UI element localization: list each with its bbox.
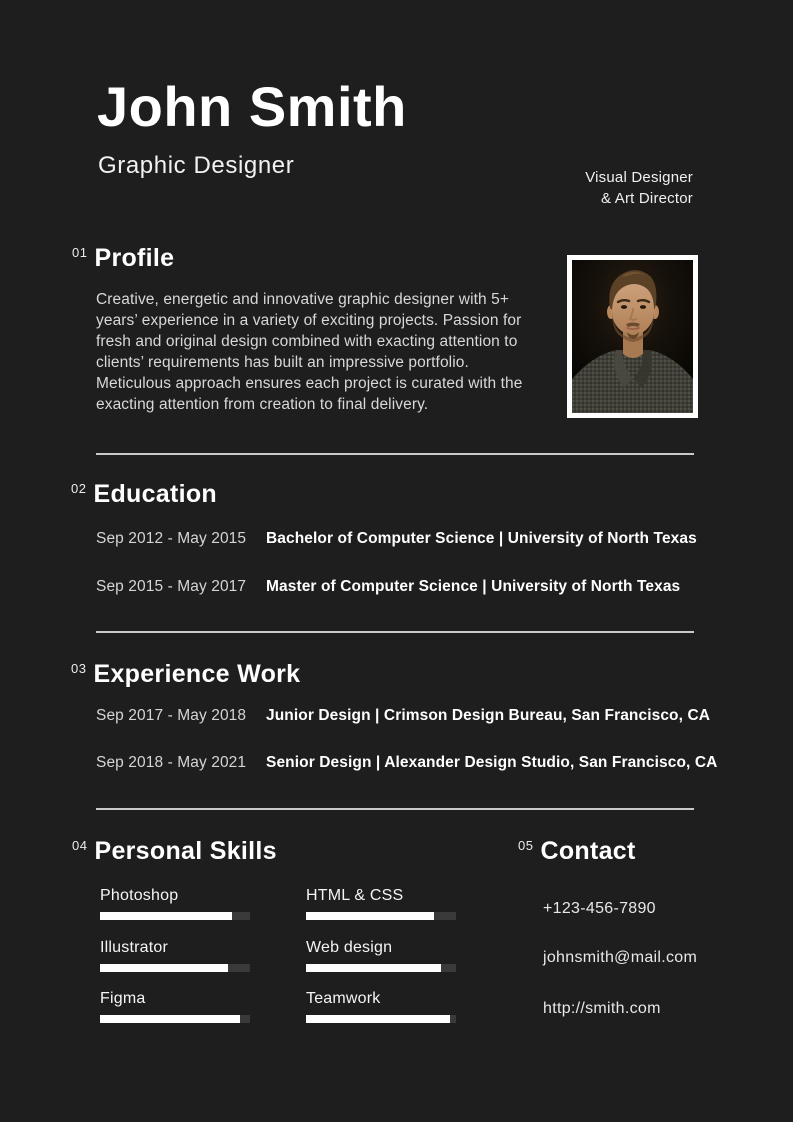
skill-web-design [306, 939, 456, 972]
divider [96, 808, 694, 810]
skill-bar-fill [306, 1015, 450, 1023]
section-title: Contact [540, 837, 636, 865]
skill-illustrator [100, 939, 250, 972]
education-dates: Sep 2015 - May 2017 [96, 578, 247, 595]
experience-description: Senior Design | Alexander Design Studio, San Francisco, CA [266, 754, 718, 771]
skill-bar-track [100, 964, 250, 972]
skill-bar-fill [100, 1015, 240, 1023]
tagline-line-2: & Art Director [601, 190, 693, 207]
skill-bar-track [306, 964, 456, 972]
experience-dates: Sep 2018 - May 2021 [96, 754, 247, 771]
divider [96, 631, 694, 633]
skill-bar-fill [306, 912, 434, 920]
education-description: Master of Computer Science | University of North Texas [266, 578, 681, 595]
skill-bar-fill [100, 912, 232, 920]
section-title: Profile [94, 244, 175, 272]
section-title: Experience Work [93, 660, 301, 688]
person-name: John Smith [97, 75, 407, 138]
divider [96, 453, 694, 455]
profile-summary: Creative, energetic and innovative graphic designer with 5+ years’ experience in a variety of exciting projects. Passion for fresh and original design combined with exacting attention to clients’ requirements has built an impressive portfolio. Meticulous approach ensures each project is curated with the exacting attention from creation to final delivery. [96, 291, 523, 413]
experience-description: Junior Design | Crimson Design Bureau, San Francisco, CA [266, 707, 711, 724]
section-number: 05 [518, 838, 534, 853]
skill-teamwork [306, 990, 456, 1023]
section-heading-skills [72, 839, 277, 864]
education-row [96, 530, 706, 548]
section-title: Education [93, 480, 218, 508]
experience-row [96, 707, 711, 725]
experience-dates: Sep 2017 - May 2018 [96, 707, 247, 724]
skill-figma [100, 990, 250, 1023]
skill-html-css [306, 887, 456, 920]
skill-photoshop [100, 887, 250, 920]
section-number: 02 [71, 481, 87, 496]
section-title: Personal Skills [94, 837, 277, 865]
section-heading-contact [518, 839, 636, 864]
tagline [585, 167, 693, 209]
section-heading-experience [71, 662, 300, 687]
skill-label: Photoshop [100, 887, 179, 904]
section-number: 01 [72, 245, 88, 260]
section-number: 04 [72, 838, 88, 853]
education-row [96, 578, 706, 596]
section-number: 03 [71, 661, 87, 676]
skill-bar-track [306, 912, 456, 920]
skill-bar-track [100, 1015, 250, 1023]
contact-phone: +123-456-7890 [543, 900, 656, 917]
contact-website: http://smith.com [543, 1000, 661, 1017]
education-description: Bachelor of Computer Science | University of North Texas [266, 530, 697, 547]
skill-label: Web design [306, 939, 393, 956]
experience-row [96, 754, 718, 772]
skill-bar-track [306, 1015, 456, 1023]
section-heading-education [71, 482, 217, 507]
skill-label: Figma [100, 990, 146, 1007]
section-heading-profile [72, 246, 174, 271]
contact-email: johnsmith@mail.com [543, 949, 698, 966]
skill-bar-fill [306, 964, 441, 972]
job-title: Graphic Designer [98, 152, 295, 179]
skill-label: Teamwork [306, 990, 381, 1007]
skill-bar-track [100, 912, 250, 920]
portrait-illustration [572, 260, 693, 413]
education-dates: Sep 2012 - May 2015 [96, 530, 247, 547]
skill-bar-fill [100, 964, 228, 972]
profile-photo [567, 255, 698, 418]
skill-label: Illustrator [100, 939, 168, 956]
tagline-line-1: Visual Designer [585, 169, 693, 186]
skill-label: HTML & CSS [306, 887, 404, 904]
